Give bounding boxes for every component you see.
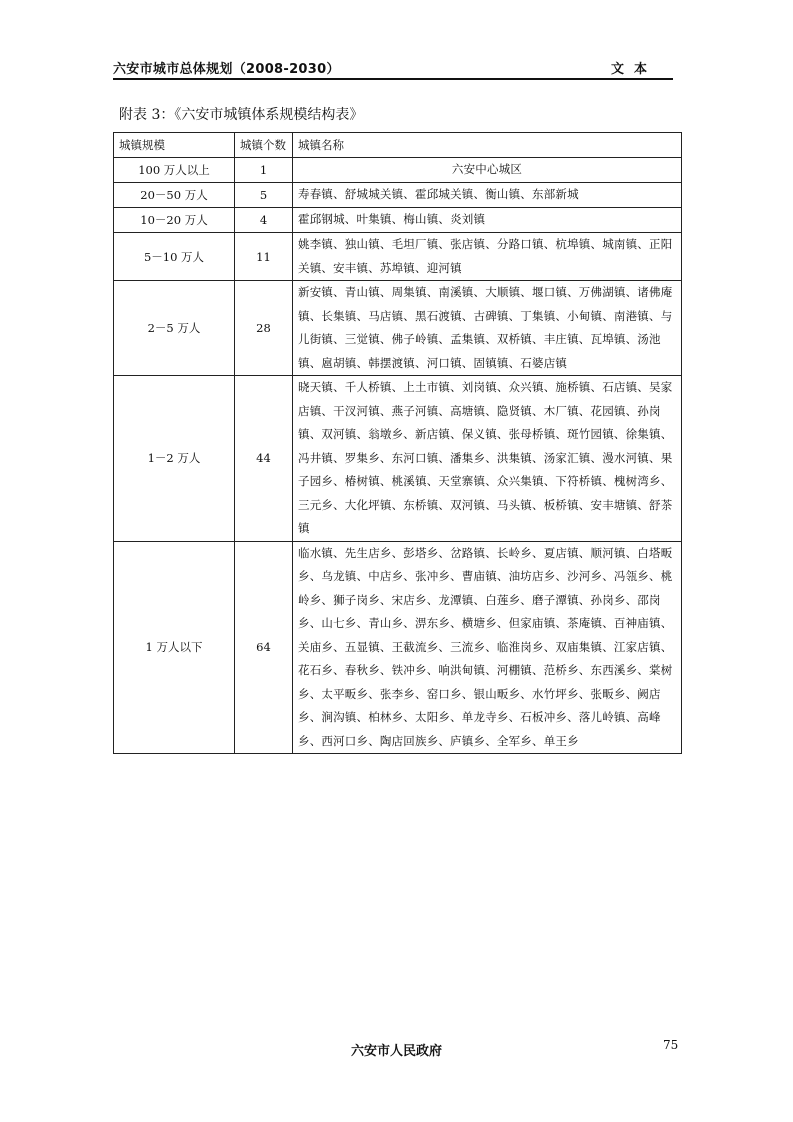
column-header-count: 城镇个数 bbox=[235, 133, 293, 158]
table-row bbox=[114, 541, 682, 754]
names-cell: 六安中心城区 bbox=[293, 158, 682, 183]
count-cell: 4 bbox=[235, 208, 293, 233]
town-scale-table bbox=[113, 132, 682, 754]
names-cell: 寿春镇、舒城城关镇、霍邱城关镇、衡山镇、东部新城 bbox=[293, 183, 682, 208]
table-caption: 附表 3：《六安市城镇体系规模结构表》 bbox=[119, 107, 364, 123]
count-cell: 44 bbox=[235, 376, 293, 542]
scale-cell: 2－5 万人 bbox=[114, 281, 235, 376]
names-cell: 晓天镇、千人桥镇、上土市镇、刘岗镇、众兴镇、施桥镇、石店镇、吴家店镇、干汊河镇、燕子河镇、高塘镇、隐贤镇、木厂镇、花园镇、孙岗镇、双河镇、翁墩乡、新店镇、保义镇、张母桥镇、斑竹园镇、徐集镇、冯井镇、罗集乡、东河口镇、潘集乡、洪集镇、汤家汇镇、漫水河镇、果子园乡、椿树镇、桃溪镇、天堂寨镇、众兴集镇、下符桥镇、槐树湾乡、三元乡、大化坪镇、东桥镇、双河镇、马头镇、板桥镇、安丰塘镇、舒茶镇 bbox=[293, 376, 682, 542]
names-cell: 新安镇、青山镇、周集镇、南溪镇、大顺镇、堰口镇、万佛湖镇、诸佛庵镇、长集镇、马店镇、黑石渡镇、古碑镇、丁集镇、小甸镇、南港镇、与儿街镇、三觉镇、佛子岭镇、孟集镇、双桥镇、丰庄镇、瓦埠镇、汤池镇、扈胡镇、韩摆渡镇、河口镇、固镇镇、石婆店镇 bbox=[293, 281, 682, 376]
page-header bbox=[113, 52, 673, 80]
document-title: 六安市城市总体规划（2008-2030） bbox=[113, 62, 340, 77]
table-header-row bbox=[114, 133, 682, 158]
table-row bbox=[114, 183, 682, 208]
page-number: 75 bbox=[663, 1038, 679, 1052]
scale-cell: 100 万人以上 bbox=[114, 158, 235, 183]
column-header-scale: 城镇规模 bbox=[114, 133, 235, 158]
table-row bbox=[114, 281, 682, 376]
document-type: 文本 bbox=[610, 62, 657, 77]
names-cell: 姚李镇、独山镇、毛坦厂镇、张店镇、分路口镇、杭埠镇、城南镇、正阳关镇、安丰镇、苏埠镇、迎河镇 bbox=[293, 233, 682, 281]
table-row bbox=[114, 376, 682, 542]
column-header-names: 城镇名称 bbox=[293, 133, 682, 158]
names-cell: 霍邱钢城、叶集镇、梅山镇、炎刘镇 bbox=[293, 208, 682, 233]
scale-cell: 10－20 万人 bbox=[114, 208, 235, 233]
table-row bbox=[114, 233, 682, 281]
footer-government: 六安市人民政府 bbox=[350, 1044, 442, 1059]
scale-cell: 5－10 万人 bbox=[114, 233, 235, 281]
table-row bbox=[114, 158, 682, 183]
scale-cell: 20－50 万人 bbox=[114, 183, 235, 208]
count-cell: 1 bbox=[235, 158, 293, 183]
count-cell: 11 bbox=[235, 233, 293, 281]
names-cell: 临水镇、先生店乡、彭塔乡、岔路镇、长岭乡、夏店镇、顺河镇、白塔畈乡、乌龙镇、中店乡、张冲乡、曹庙镇、油坊店乡、沙河乡、冯瓴乡、桃岭乡、狮子岗乡、宋店乡、龙潭镇、白莲乡、磨子潭镇、孙岗乡、邵岗乡、山七乡、青山乡、淠东乡、横塘乡、但家庙镇、茶庵镇、百神庙镇、关庙乡、五显镇、王截流乡、三流乡、临淮岗乡、双庙集镇、江家店镇、花石乡、春秋乡、铁冲乡、响洪甸镇、河棚镇、范桥乡、东西溪乡、棠树乡、太平畈乡、张李乡、窑口乡、银山畈乡、水竹坪乡、张畈乡、阙店乡、涧沟镇、柏林乡、太阳乡、单龙寺乡、石板冲乡、落儿岭镇、高峰乡、西河口乡、陶店回族乡、庐镇乡、全军乡、单王乡 bbox=[293, 541, 682, 754]
count-cell: 5 bbox=[235, 183, 293, 208]
count-cell: 28 bbox=[235, 281, 293, 376]
scale-cell: 1 万人以下 bbox=[114, 541, 235, 754]
count-cell: 64 bbox=[235, 541, 293, 754]
table-row bbox=[114, 208, 682, 233]
scale-cell: 1－2 万人 bbox=[114, 376, 235, 542]
